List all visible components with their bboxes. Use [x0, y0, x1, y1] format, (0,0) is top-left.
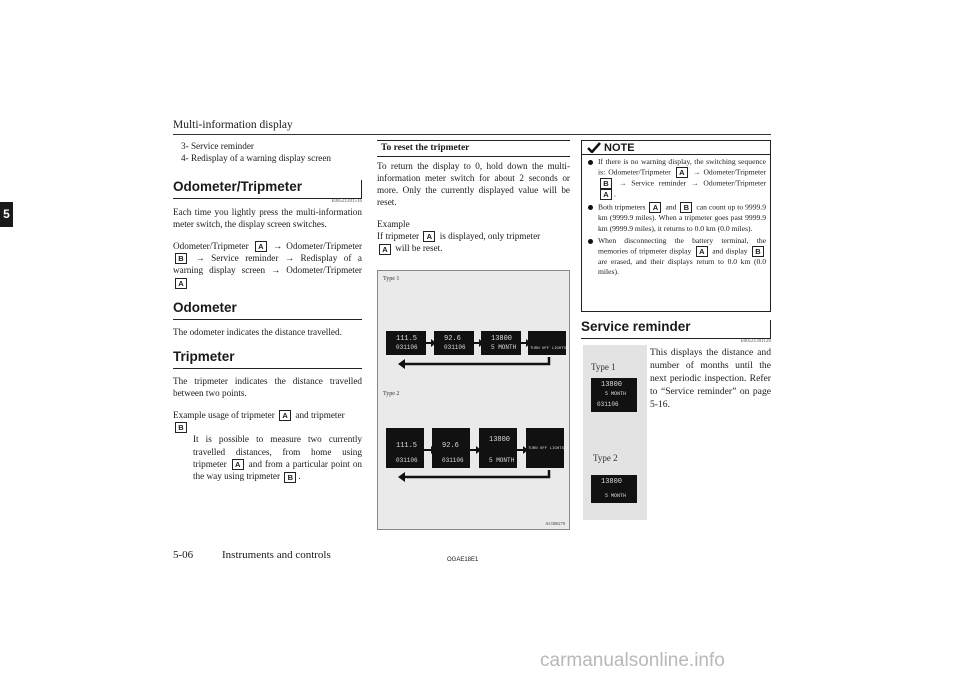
section-title-service-reminder: Service reminder: [581, 318, 771, 339]
section-code: E00521301126: [740, 338, 771, 344]
type1-label: Type 1: [383, 276, 400, 282]
watermark: carmanualsonline.info: [540, 650, 725, 671]
footer-section: Instruments and controls: [222, 549, 331, 561]
note-box: [581, 140, 771, 312]
section-title-odometer: Odometer: [173, 299, 362, 320]
header-rule: [173, 134, 771, 135]
arrow-right-icon: [422, 339, 436, 347]
note-header: NOTE: [582, 141, 770, 155]
example-paragraph: Example usage of tripmeter A and tripmeter B: [173, 409, 345, 433]
paragraph: The odometer indicates the distance travelled.: [173, 326, 342, 337]
section-title-tripmeter: Tripmeter: [173, 348, 362, 369]
service-reminder-figure: [583, 345, 647, 520]
indented-paragraph: It is possible to measure two currently travelled distances, from home using tripmeter A and from a particular point on the way using tripmeter B .: [193, 434, 363, 482]
checkmark-icon: [587, 142, 601, 153]
paragraph: Each time you lightly press the multi-information meter switch, the display screen switches.: [173, 207, 362, 230]
document-code: OGAE18E1: [447, 557, 479, 563]
section-title-odometer-tripmeter: Odometer/Tripmeter: [173, 178, 362, 199]
arrow-right-icon: [422, 446, 436, 454]
service-reminder-section: [581, 318, 771, 346]
service-reminder-paragraph: This displays the distance and number of months until the next periodic inspection. Refer to “Service reminder” on page 5-16.: [650, 347, 771, 411]
paragraph: To return the display to 0, hold down the multi-information meter switch for about 2 seconds or more. Only the currently displayed value will be reset.: [377, 160, 570, 208]
sequence-paragraph: Odometer/Tripmeter A → Odometer/Tripmeter B → Service reminder → Redisplay of a warning display screen → Odometer/Tripmeter A: [173, 240, 363, 288]
return-arrow-icon: [398, 357, 553, 369]
type2-label: Type 2: [593, 453, 618, 463]
type1-label: Type 1: [591, 362, 616, 372]
example-label: Example: [377, 218, 410, 229]
paragraph: If tripmeter A is displayed, only tripmeter A will be reset.: [377, 230, 541, 254]
return-arrow-icon: [398, 470, 553, 482]
lcd-display: 13800 5 MONTH 031106: [591, 378, 637, 412]
note-bullet: When disconnecting the battery terminal, the memories of tripmeter display A and display B are erased, and their displays return to 0.0 km (0.0 miles).: [586, 236, 766, 278]
lcd-display: 13800 5 MONTH: [479, 428, 517, 468]
arrow-right-icon: [514, 446, 528, 454]
lcd-display: 111.5 031106: [386, 331, 426, 355]
lcd-display: 92.6 031106: [432, 428, 470, 468]
section-code: E00521201516: [331, 199, 362, 205]
list-item: 3- Service reminder: [181, 141, 254, 151]
paragraph: The tripmeter indicates the distance travelled between two points.: [173, 376, 362, 399]
page-header-title: Multi-information display: [173, 119, 293, 131]
chapter-tab: 5: [0, 202, 13, 227]
arrow-right-icon: [517, 339, 531, 347]
lcd-display: 13800 5 MONTH: [591, 475, 637, 503]
tripmeter-figure: [377, 270, 570, 530]
lcd-display: TURN OFF LIGHTS: [528, 331, 566, 355]
note-bullet: If there is no warning display, the switching sequence is: Odometer/Tripmeter A → Odometer/Tripmeter B → Service reminder → Odometer/Tripmeter A .: [586, 157, 766, 200]
arrow-right-icon: [467, 446, 481, 454]
arrow-right-icon: [470, 339, 484, 347]
page-number: 5-06: [173, 549, 194, 561]
lcd-display: 111.5 031106: [386, 428, 424, 468]
lcd-display: TURN OFF LIGHTS: [526, 428, 564, 468]
figure-code: AC000270: [545, 521, 565, 527]
list-item: 4- Redisplay of a warning display screen: [181, 153, 332, 164]
subheading-reset-tripmeter: To reset the tripmeter: [377, 140, 570, 157]
note-bullet: Both tripmeters A and B can count up to 9999.9 km (9999.9 miles). When a tripmeter goes past 9999.9 km (9999.9 miles), it returns to 0.0 km (0.0 miles).: [586, 202, 766, 234]
lcd-display: 92.6 031106: [434, 331, 474, 355]
column-1: [173, 140, 362, 483]
type2-label: Type 2: [383, 391, 400, 397]
lcd-display: 13800 5 MONTH: [481, 331, 521, 355]
column-2: [377, 140, 570, 255]
